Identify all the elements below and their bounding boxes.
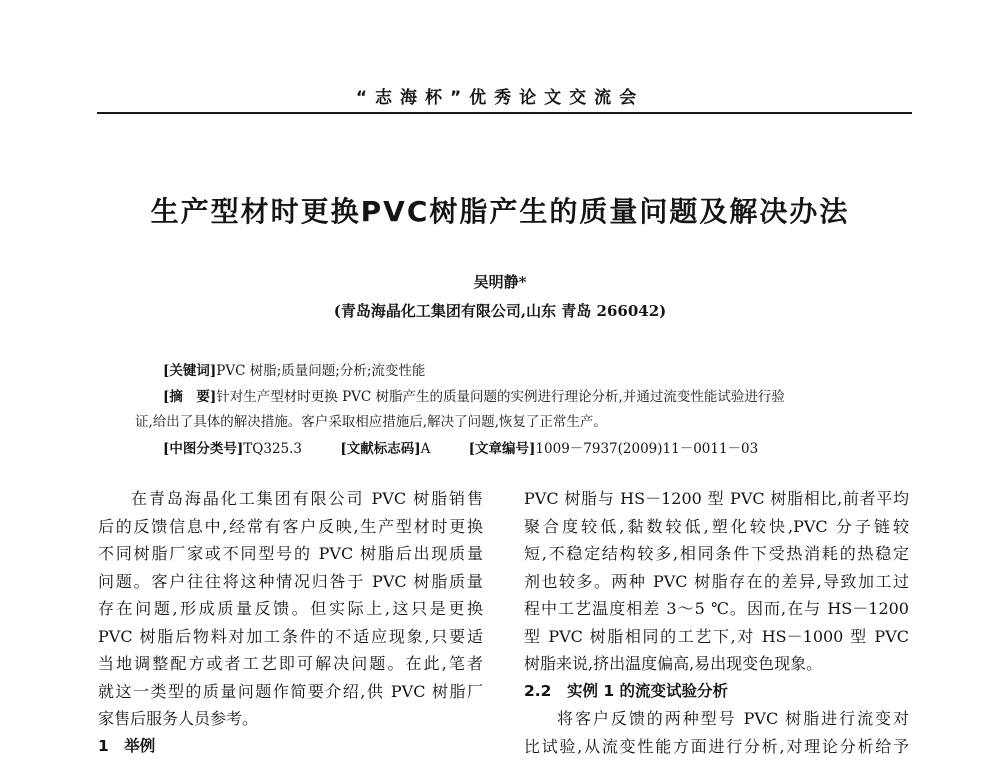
right-column	[524, 485, 909, 760]
clc-label: [中图分类号]	[163, 441, 244, 457]
article-number-label: [文章编号]	[468, 441, 536, 457]
paper-title: 生产型材时更换PVC树脂产生的质量问题及解决办法	[150, 195, 850, 228]
abstract-line-1	[163, 385, 785, 405]
body-line: 将客户反馈的两种型号 PVC 树脂进行流变对	[557, 709, 909, 728]
author: 吴明静*	[473, 273, 527, 291]
body-line: 树脂来说,挤出温度偏高,易出现变色现象。	[524, 654, 823, 673]
clc-value: TQ325.3	[243, 441, 303, 457]
abstract-line-2: 证,给出了具体的解决措施。客户采取相应措施后,解决了问题,恢复了正常生产。	[135, 414, 607, 430]
abstract-label: [摘 要]	[163, 389, 217, 405]
body-line: PVC 树脂与 HS－1200 型 PVC 树脂相比,前者平均	[524, 489, 909, 508]
classification	[163, 437, 758, 457]
body-line: 程中工艺温度相差 3～5 ℃。因而,在与 HS－1200	[524, 599, 909, 618]
body-line: PVC 树脂后物料对加工条件的不适应现象,只要适	[98, 626, 483, 646]
left-column	[98, 485, 483, 760]
doc-label: [文献标志码]	[340, 441, 421, 457]
section-heading: 1 举例	[98, 736, 156, 755]
body-line: 比试验,从流变性能方面进行分析,对理论分析给予	[524, 736, 909, 756]
keywords-text: PVC 树脂;质量问题;分析;流变性能	[216, 363, 426, 379]
body-line: 问题。客户往往将这种情况归咎于 PVC 树脂质量	[98, 571, 483, 591]
body-line: 当地调整配方或者工艺即可解决问题。在此,笔者	[98, 654, 483, 673]
body-line: 就这一类型的质量问题作简要介绍,供 PVC 树脂厂	[98, 681, 483, 701]
article-number-value: 1009－7937(2009)11－0011－03	[535, 441, 759, 457]
body-line: 后的反馈信息中,经常有客户反映,生产型材时更换	[98, 516, 483, 536]
body-line: 剂也较多。两种 PVC 树脂存在的差异,导致加工过	[524, 571, 909, 591]
keywords-label: [关键词]	[163, 363, 217, 379]
keywords	[163, 359, 425, 379]
abstract-text-1: 针对生产型材时更换 PVC 树脂产生的质量问题的实例进行理论分析,并通过流变性能试验进行验	[216, 389, 785, 405]
doc-value: A	[420, 441, 431, 457]
affiliation: (青岛海晶化工集团有限公司,山东 青岛 266042)	[333, 302, 667, 320]
body-line: 不同树脂厂家或不同型号的 PVC 树脂后出现质量	[98, 544, 483, 563]
body-line: 存在问题,形成质量反馈。但实际上,这只是更换	[98, 599, 483, 618]
running-header: “志海杯”优秀论文交流会	[355, 88, 645, 108]
header-rule	[97, 112, 912, 114]
body-line: 短,不稳定结构较多,相同条件下受热消耗的热稳定	[524, 544, 909, 563]
body-line: 型 PVC 树脂相同的工艺下,对 HS－1000 型 PVC	[524, 626, 909, 646]
body-line: 聚合度较低,黏数较低,塑化较快,PVC 分子链较	[524, 516, 909, 536]
body-line: 在青岛海晶化工集团有限公司 PVC 树脂销售	[131, 489, 483, 508]
body-line: 家售后服务人员参考。	[98, 709, 259, 728]
subsection-heading: 2.2 实例 1 的流变试验分析	[524, 681, 729, 700]
